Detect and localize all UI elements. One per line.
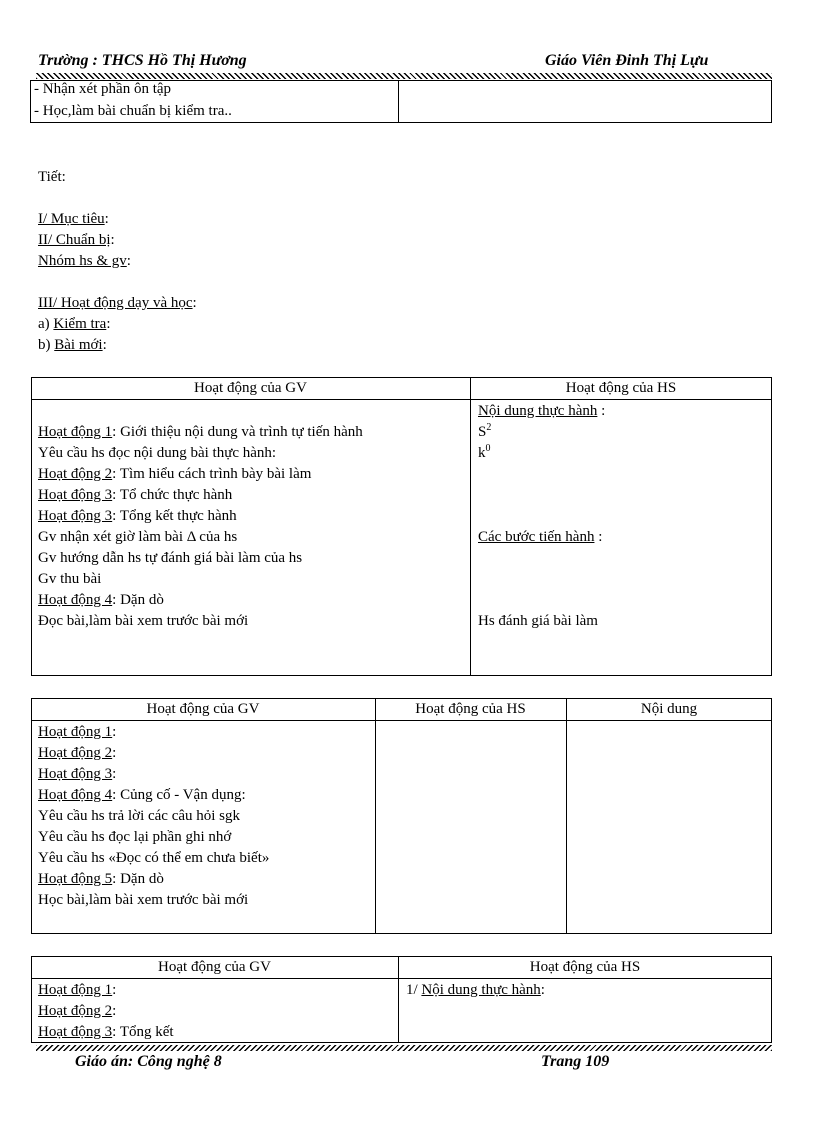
footer-left: Giáo án: Công nghệ 8: [75, 1053, 222, 1070]
t1-danh-gia: Hs đánh giá bài làm: [478, 613, 598, 629]
t2-line7: Yêu cầu hs «Đọc có thể em chưa biết»: [38, 850, 270, 866]
t1-noi-dung: Nội dung thực hành :: [478, 403, 606, 419]
top-box-line-2: - Học,làm bài chuẩn bị kiểm tra..: [34, 103, 232, 119]
footer-border: [36, 1045, 772, 1051]
t3-hd1: Hoạt động 1:: [38, 982, 117, 998]
t1-hd3b: Hoạt động 3: Tổng kết thực hành: [38, 508, 237, 524]
t2-hd4: Hoạt động 4: Củng cố - Vận dụng:: [38, 787, 246, 803]
table2-header-hs: Hoạt động của HS: [415, 701, 526, 717]
t1-hd3a: Hoạt động 3: Tổ chức thực hành: [38, 487, 233, 503]
t1-line10: Đọc bài,làm bài xem trước bài mới: [38, 613, 249, 629]
kiem-tra: a) Kiểm tra:: [38, 316, 111, 332]
table2-header-noi-dung: Nội dung: [640, 701, 698, 717]
t2-line6: Yêu cầu hs đọc lại phần ghi nhớ: [38, 829, 232, 845]
t1-s2: $S^2$: [478, 422, 492, 440]
t1-hd4: Hoạt động 4: Dặn dò: [38, 592, 164, 608]
t2-line9: Học bài,làm bài xem trước bài mới: [38, 892, 249, 908]
t1-line2: Yêu cầu hs đọc nội dung bài thực hành:: [38, 445, 277, 461]
t1-cac-buoc: Các bước tiến hành :: [478, 529, 603, 545]
t1-line8: Gv thu bài: [38, 571, 102, 587]
chuan-bi: II/ Chuẩn bị:: [38, 232, 115, 248]
nhom: Nhóm hs & gv:: [38, 253, 131, 269]
header-school: Trường : THCS Hồ Thị Hương: [38, 52, 247, 69]
table3-header-hs: Hoạt động của HS: [529, 959, 641, 975]
table1-header-hs: Hoạt động của HS: [565, 380, 677, 396]
table1-header-gv: Hoạt động của GV: [194, 380, 307, 396]
t1-k0: $k^0$: [478, 443, 491, 461]
t2-hd5: Hoạt động 5: Dặn dò: [38, 871, 164, 887]
t2-hd1: Hoạt động 1:: [38, 724, 117, 740]
t1-hd1: Hoạt động 1: Giới thiệu nội dung và trình tự tiến hành: [38, 424, 363, 440]
t3-hd2: Hoạt động 2:: [38, 1003, 117, 1019]
footer-page: Trang 109: [541, 1053, 610, 1070]
table3-header-gv: Hoạt động của GV: [158, 959, 271, 975]
hoat-dong-day-hoc: III/ Hoạt động dạy và học:: [38, 295, 197, 311]
t1-hd2: Hoạt động 2: Tìm hiểu cách trình bày bài làm: [38, 466, 312, 482]
t2-hd2: Hoạt động 2:: [38, 745, 117, 761]
bai-moi: b) Bài mới:: [38, 337, 107, 353]
t1-line6: Gv nhận xét giờ làm bài Δ của hs: [38, 529, 238, 545]
muc-tieu: I/ Mục tiêu:: [38, 211, 109, 227]
t3-noi-dung: 1/ Nội dung thực hành:: [406, 982, 545, 998]
t2-line5: Yêu cầu hs trả lời các câu hỏi sgk: [38, 808, 241, 824]
top-box-line-1: - Nhận xét phần ôn tập: [34, 81, 172, 97]
table2-header-gv: Hoạt động của GV: [146, 701, 260, 717]
t2-hd3: Hoạt động 3:: [38, 766, 117, 782]
header-teacher: Giáo Viên Đinh Thị Lựu: [545, 52, 709, 69]
t1-line7: Gv hướng dẫn hs tự đánh giá bài làm của hs: [38, 550, 303, 566]
t3-hd3: Hoạt động 3: Tổng kết: [38, 1024, 174, 1040]
tiet: Tiết:: [38, 169, 66, 185]
